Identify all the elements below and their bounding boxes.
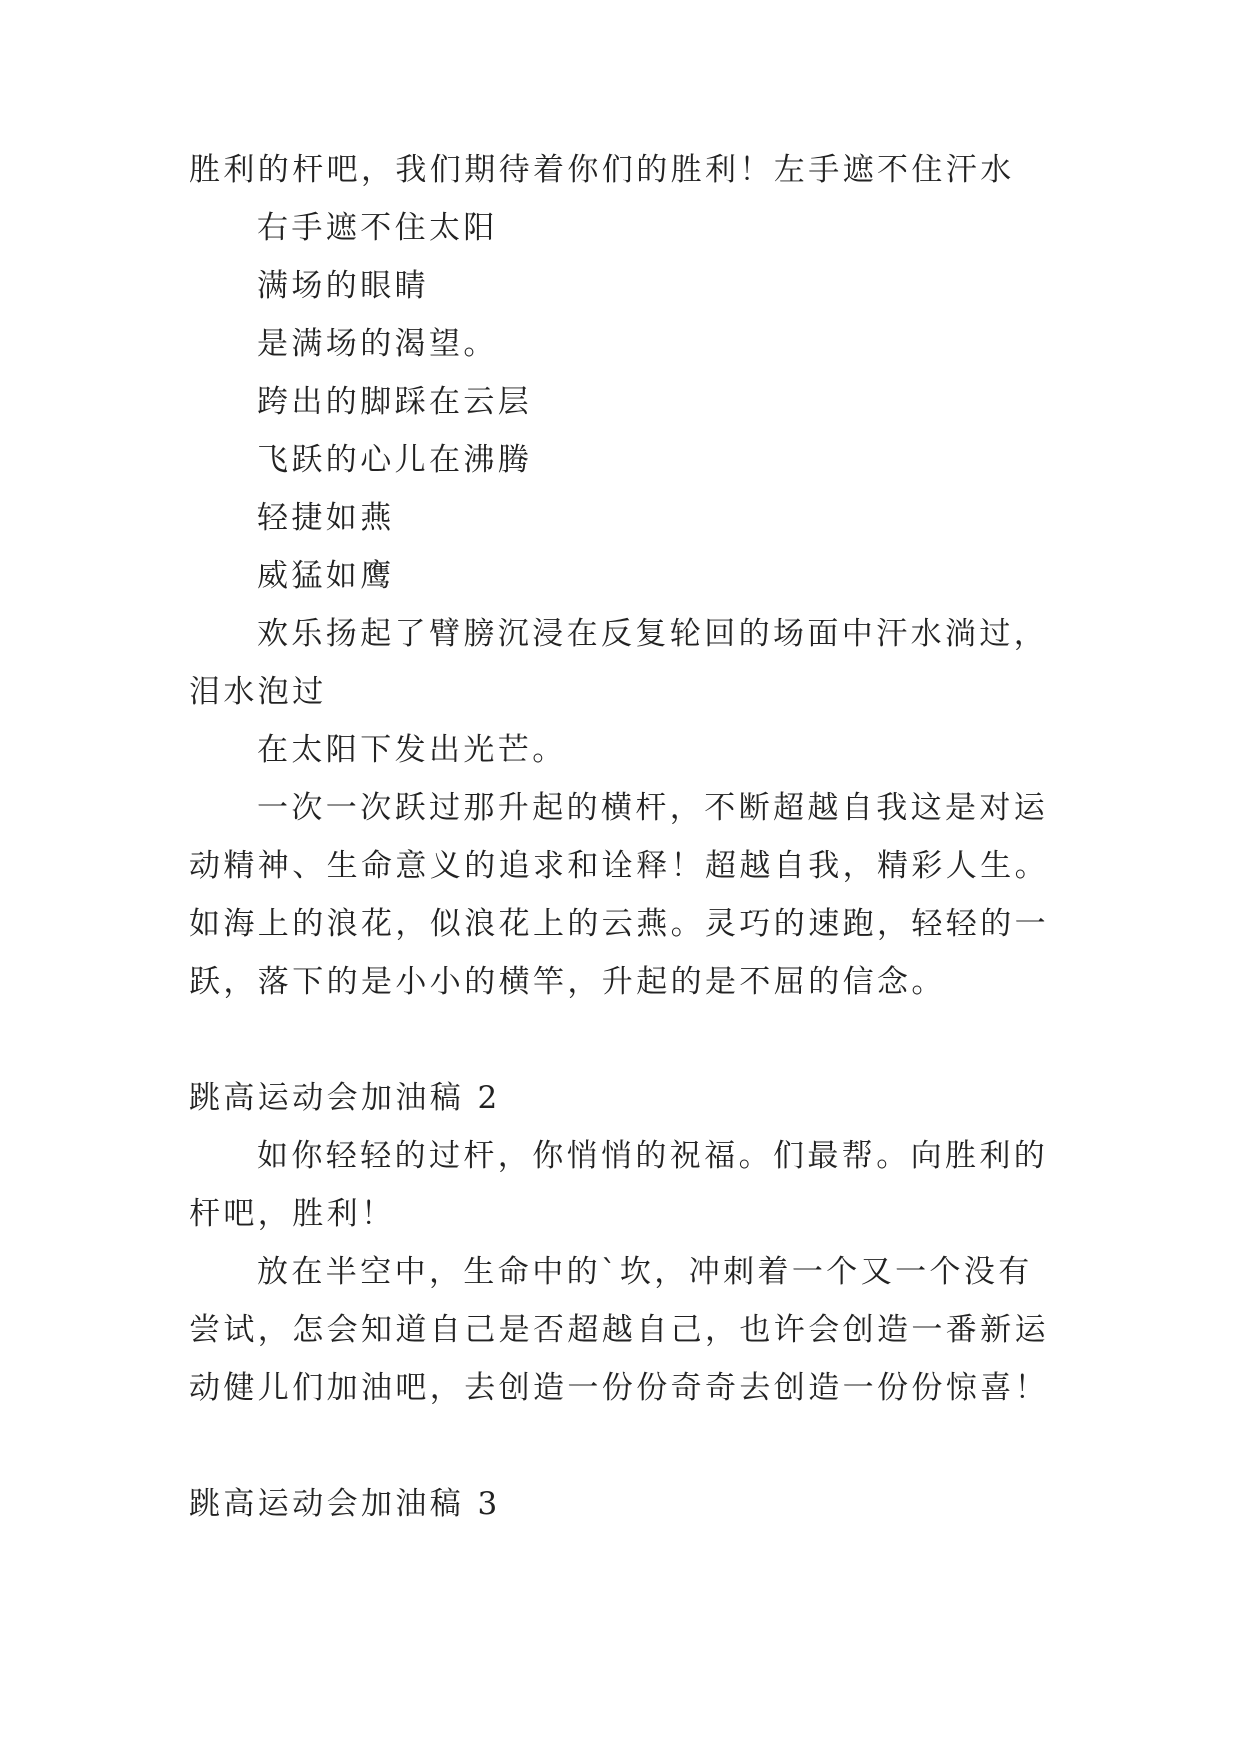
poem-line: 威猛如鹰	[257, 558, 395, 594]
spacer	[189, 1011, 1053, 1069]
body-paragraph: 一次一次跃过那升起的横杆，不断超越自我这是对运动精神、生命意义的追求和诠释！超越自我，精彩人生。如海上的浪花，似浪花上的云燕。灵巧的速跑，轻轻的一跃，落下的是小小的横竿，升起的是不屈的信念。	[189, 790, 1049, 1000]
poem-line: 飞跃的心儿在沸腾	[257, 442, 533, 478]
poem-line: 右手遮不住太阳	[257, 210, 498, 246]
body-paragraph: 欢乐扬起了臂膀沉浸在反复轮回的场面中汗水淌过，泪水泡过	[189, 616, 1049, 710]
spacer	[189, 1417, 1053, 1475]
section-heading: 跳高运动会加油稿 3	[189, 1486, 501, 1522]
body-paragraph: 在太阳下发出光芒。	[257, 732, 567, 768]
body-paragraph: 如你轻轻的过杆，你悄悄的祝福。们最帮。向胜利的杆吧，胜利！	[189, 1138, 1049, 1232]
section-heading: 跳高运动会加油稿 2	[189, 1080, 501, 1116]
poem-line: 跨出的脚踩在云层	[257, 384, 533, 420]
poem-line: 轻捷如燕	[257, 500, 395, 536]
document-body	[189, 141, 1053, 1533]
poem-line: 满场的眼睛	[257, 268, 429, 304]
body-paragraph: 放在半空中，生命中的`坎，冲刺着一个又一个没有尝试，怎会知道自己是否超越自己，也许会创造一番新运动健儿们加油吧，去创造一份份奇奇去创造一份份惊喜！	[189, 1254, 1049, 1406]
poem-line: 是满场的渴望。	[257, 326, 498, 362]
continuation-paragraph: 胜利的杆吧，我们期待着你们的胜利！左手遮不住汗水	[189, 152, 1015, 188]
